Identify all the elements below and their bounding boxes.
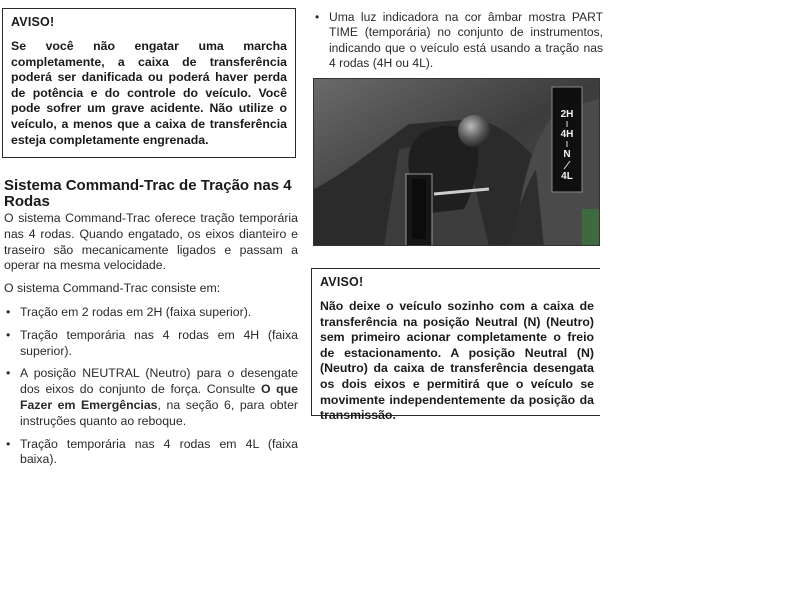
list-item-text: Tração em 2 rodas em 2H (faixa superior). [20, 305, 252, 319]
bullet-icon: • [6, 366, 11, 381]
warning-body: Se você não engatar uma marcha completamente, a caixa de transferência poderá ser danificada ou poderá haver perda de potência e do controle do veículo. Você pode sofrer um grave acidente. Não utilize o veículo, a menos que a caixa de transferência esteja completamente engrenada. [11, 39, 287, 147]
warning-box-bottom [311, 268, 600, 423]
section-intro: O sistema Command-Trac oferece tração temporária nas 4 rodas. Quando engatado, os eixos dianteiro e traseiro são mecanicamente ligados e passam a operar na mesma velocidade. [4, 211, 298, 273]
warning-title: AVISO! [320, 275, 364, 289]
transfer-case-shifter-photo [313, 78, 600, 246]
list-item-text: Tração temporária nas 4 rodas em 4L (faixa baixa). [20, 436, 298, 467]
list-item [4, 437, 298, 469]
warning-title: AVISO! [11, 15, 55, 29]
gear-label-n: N [563, 149, 571, 160]
bullet-icon: • [315, 10, 320, 24]
list-item [4, 328, 298, 360]
bullet-icon: • [6, 327, 11, 342]
list-item [4, 305, 298, 321]
bullet-icon: • [6, 305, 11, 319]
list-item-text: Tração temporária nas 4 rodas em 4H (faixa superior). [20, 327, 298, 358]
list-item [313, 10, 603, 72]
list-item-text-after: , na seção 6, para obter instruções quanto ao reboque. [20, 397, 298, 428]
indicator-note [313, 10, 603, 79]
gear-label-2h: 2H [560, 109, 574, 120]
gear-label-4l: 4L [561, 171, 573, 182]
warning-body: Não deixe o veículo sozinho com a caixa de transferência na posição Neutral (N) (Neutro) sem primeiro acionar completamente o freio de estacionamento. A posição Neutral (N) (Neutro) da caixa de transferência desengata os dois eixos e permitirá que o veículo se movimente independentemente da posição da transmissão. [320, 299, 594, 423]
section-consists-label: O sistema Command-Trac consiste em: [4, 281, 221, 295]
emergency-reference: O que Fazer em Emergências [20, 382, 298, 412]
list-item-text: Uma luz indicadora na cor âmbar mostra PART TIME (temporária) no conjunto de instrumentos, indicando que o veículo está usando a tração nas 4 rodas (4H ou 4L). [329, 10, 603, 71]
gear-label-4h: 4H [560, 129, 574, 140]
feature-list [4, 305, 298, 475]
shifter-photo-icon [314, 79, 600, 246]
warning-box-top [2, 8, 296, 158]
bullet-icon: • [6, 436, 11, 451]
list-item [4, 366, 298, 429]
section-heading: Sistema Command-Trac de Tração nas 4 Rodas [4, 177, 292, 210]
list-item-text-before: A posição NEUTRAL (Neutro) para o desengate dos eixos do conjunto de força. Consulte [20, 366, 298, 397]
